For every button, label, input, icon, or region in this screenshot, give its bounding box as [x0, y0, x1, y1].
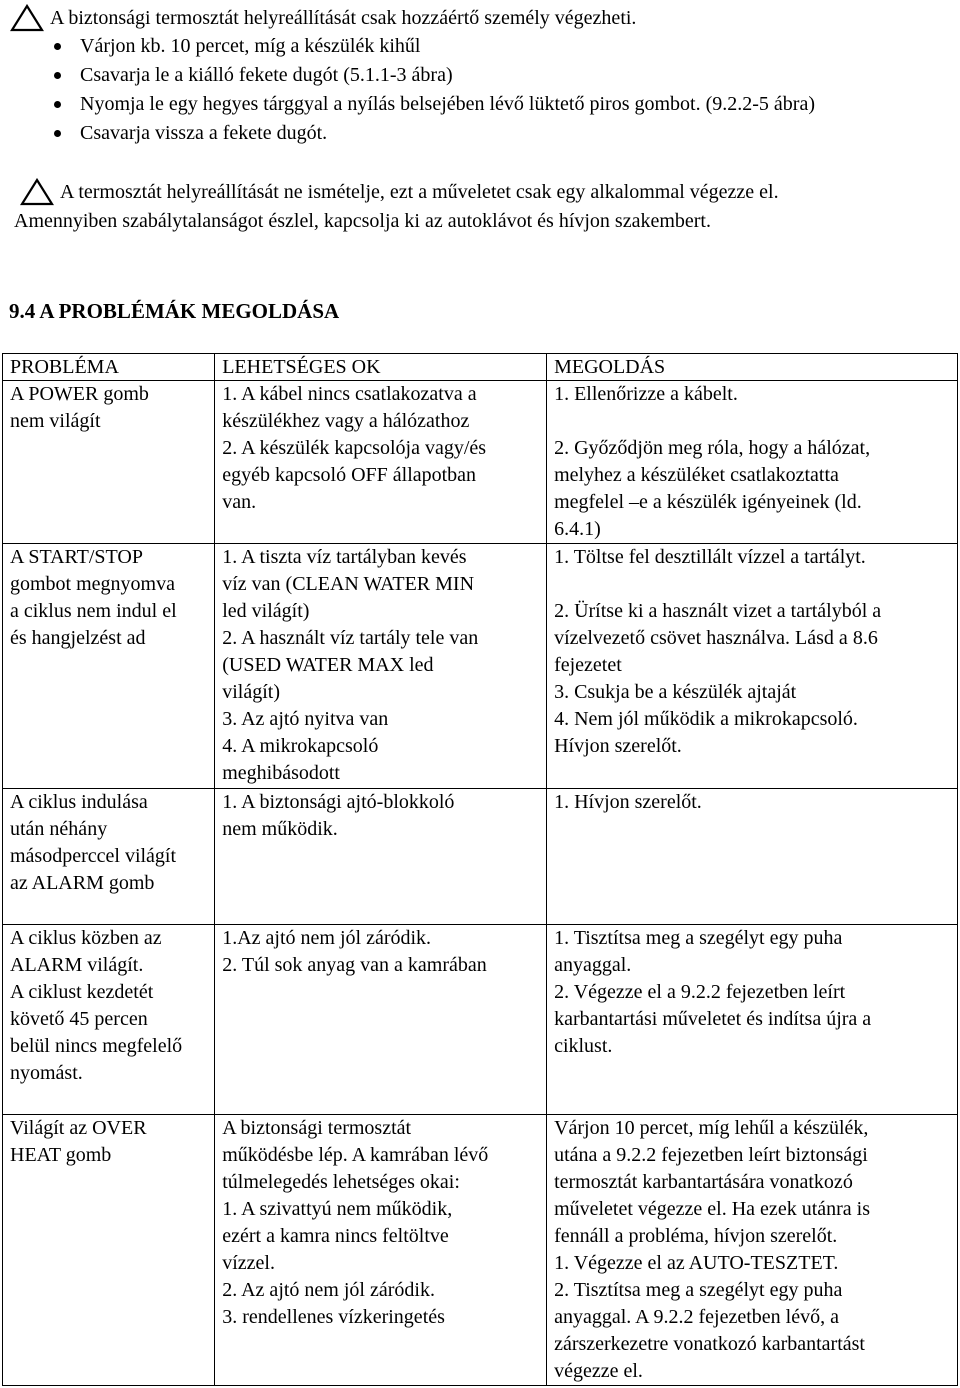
cell-text-line: A ciklust kezdetét	[10, 981, 154, 1003]
cell-text-line: HEAT gomb	[10, 1144, 112, 1166]
cell-text-line: 1. A szivattyú nem működik,	[222, 1198, 453, 1220]
cell-text-line: 2. Végezze el a 9.2.2 fejezetben leírt	[554, 981, 846, 1003]
cell-text-line: másodperccel világít	[10, 845, 177, 867]
cell-solution	[547, 1115, 958, 1386]
cell-text-line: termosztát karbantartására vonatkozó	[554, 1171, 853, 1193]
repeat-warning-block	[14, 178, 954, 235]
cell-text-line: egyéb kapcsoló OFF állapotban	[222, 464, 477, 486]
cell-text-line: 2. Győződjön meg róla, hogy a hálózat,	[554, 437, 871, 459]
cell-text-line: 1. Hívjon szerelőt.	[554, 791, 702, 813]
step-text: Nyomja le egy hegyes tárggyal a nyílás belsejében lévő lüktető piros gombot. (9.2.2-5 ábra)	[80, 93, 815, 115]
cell-text-line: a ciklus nem indul el	[10, 600, 177, 622]
cell-text-line: ciklust.	[554, 1035, 613, 1057]
cell-text-line: nem világít	[10, 410, 101, 432]
cell-text-line: 1. Töltse fel desztillált vízzel a tartályt.	[554, 546, 866, 568]
cell-text-line: anyaggal. A 9.2.2 fejezetben lévő, a	[554, 1306, 839, 1328]
cell-text-line: zárszerkezetre vonatkozó karbantartást	[554, 1333, 865, 1355]
cell-text-line: 1. Tisztítsa meg a szegélyt egy puha	[554, 927, 843, 949]
cell-text-line: működésbe lép. A kamrában lévő	[222, 1144, 489, 1166]
column-header-solution: MEGOLDÁS	[547, 354, 958, 381]
cell-text-line: nyomást.	[10, 1062, 83, 1084]
cell-text-line: túlmelegedés lehetséges okai:	[222, 1171, 460, 1193]
column-header-cause: LEHETSÉGES OK	[215, 354, 547, 381]
cell-problem	[3, 544, 215, 789]
cell-solution	[547, 544, 958, 789]
cell-text-line: A POWER gomb	[10, 383, 149, 405]
cell-text-line: melyhez a készüléket csatlakoztatta	[554, 464, 839, 486]
list-item	[10, 90, 950, 119]
table-row	[3, 381, 958, 544]
step-text: Várjon kb. 10 percet, míg a készülék kihűl	[80, 35, 421, 57]
cell-text-line: 1.Az ajtó nem jól záródik.	[222, 927, 432, 949]
table-body	[3, 381, 958, 1386]
cell-text-line: Hívjon szerelőt.	[554, 735, 682, 757]
cell-cause	[215, 381, 547, 544]
cell-text-line: az ALARM gomb	[10, 872, 155, 894]
cell-text-line: Várjon 10 percet, míg lehűl a készülék,	[554, 1117, 869, 1139]
cell-cause	[215, 789, 547, 925]
cell-text-line: Világít az OVER	[10, 1117, 147, 1139]
list-item	[10, 32, 950, 61]
cell-text-line: fejezetet	[554, 654, 622, 676]
cell-text-line: utána a 9.2.2 fejezetben leírt biztonsági	[554, 1144, 868, 1166]
cell-text-line: van.	[222, 491, 257, 513]
cell-solution	[547, 381, 958, 544]
cell-solution	[547, 925, 958, 1115]
cell-text-line: belül nincs megfelelő	[10, 1035, 183, 1057]
cell-text-line: műveletet végezze el. Ha ezek utánra is	[554, 1198, 870, 1220]
bullet-icon	[54, 43, 61, 50]
reset-steps-list	[10, 32, 950, 148]
cell-text-line: vízelvezető csövet használva. Lásd a 8.6	[554, 627, 878, 649]
cell-text-line: víz van (CLEAN WATER MIN	[222, 573, 475, 595]
cell-text-line: 1. Végezze el az AUTO-TESZTET.	[554, 1252, 839, 1274]
cell-text-line: A START/STOP	[10, 546, 143, 568]
warning-text-continued: Amennyiben szabálytalanságot észlel, kapcsolja ki az autoklávot és hívjon szakembert.	[14, 210, 711, 232]
table-row	[3, 544, 958, 789]
cell-text-line: 2. Tisztítsa meg a szegélyt egy puha	[554, 1279, 843, 1301]
cell-text-line	[554, 408, 951, 435]
cell-text-line: 1. A biztonsági ajtó-blokkoló	[222, 791, 455, 813]
cell-text-line: 1. A tiszta víz tartályban kevés	[222, 546, 467, 568]
cell-text-line: anyaggal.	[554, 954, 632, 976]
bullet-icon	[54, 101, 61, 108]
cell-text-line: 6.4.1)	[554, 518, 601, 540]
cell-text-line	[554, 571, 951, 598]
cell-text-line: követő 45 percen	[10, 1008, 148, 1030]
cell-text-line: készülékhez vagy a hálózathoz	[222, 410, 470, 432]
cell-text-line: 4. A mikrokapcsoló	[222, 735, 379, 757]
cell-problem	[3, 381, 215, 544]
cell-text-line: fennáll a probléma, hívjon szerelőt.	[554, 1225, 838, 1247]
table-row	[3, 789, 958, 925]
cell-text-line: ALARM világít.	[10, 954, 144, 976]
cell-text-line: 1. Ellenőrizze a kábelt.	[554, 383, 738, 405]
table-row	[3, 1115, 958, 1386]
warning-heading	[14, 178, 954, 206]
cell-text-line: 2. A használt víz tartály tele van	[222, 627, 479, 649]
cell-cause	[215, 544, 547, 789]
cell-text-line: ezért a kamra nincs feltöltve	[222, 1225, 449, 1247]
bullet-icon	[54, 72, 61, 79]
cell-text-line: 3. Csukja be a készülék ajtaját	[554, 681, 797, 703]
cell-problem	[3, 925, 215, 1115]
cell-text-line: led világít)	[222, 600, 310, 622]
bullet-icon	[54, 130, 61, 137]
warning-triangle-icon	[20, 178, 54, 206]
cell-text-line: vízzel.	[222, 1252, 275, 1274]
cell-cause	[215, 925, 547, 1115]
column-header-problem: PROBLÉMA	[3, 354, 215, 381]
cell-text-line: és hangjelzést ad	[10, 627, 146, 649]
cell-text-line: karbantartási műveletet és indítsa újra a	[554, 1008, 872, 1030]
cell-text-line: végezze el.	[554, 1360, 643, 1382]
cell-text-line: megfelel –e a készülék igényeinek (ld.	[554, 491, 862, 513]
list-item	[10, 119, 950, 148]
cell-text-line: meghibásodott	[222, 762, 340, 784]
section-title: 9.4 A PROBLÉMÁK MEGOLDÁSA	[9, 299, 340, 323]
warning-text: A biztonsági termosztát helyreállítását csak hozzáértő személy végezheti.	[50, 7, 637, 29]
warning-text: A termosztát helyreállítását ne ismételje, ezt a műveletet csak egy alkalommal végezze el.	[60, 181, 779, 203]
cell-text-line: gombot megnyomva	[10, 573, 175, 595]
cell-text-line: 2. A készülék kapcsolója vagy/és	[222, 437, 487, 459]
cell-text-line: 3. Az ajtó nyitva van	[222, 708, 389, 730]
cell-text-line: 2. Az ajtó nem jól záródik.	[222, 1279, 435, 1301]
cell-text-line: 2. Ürítse ki a használt vizet a tartályból a	[554, 600, 882, 622]
cell-cause	[215, 1115, 547, 1386]
cell-text-line: A ciklus indulása	[10, 791, 148, 813]
table-header-row	[3, 354, 958, 381]
safety-warning-block	[10, 4, 950, 148]
cell-text-line: nem működik.	[222, 818, 338, 840]
cell-text-line: 2. Túl sok anyag van a kamrában	[222, 954, 487, 976]
troubleshooting-table	[2, 353, 958, 1386]
step-text: Csavarja vissza a fekete dugót.	[80, 122, 328, 144]
cell-text-line: A ciklus közben az	[10, 927, 162, 949]
cell-solution	[547, 789, 958, 925]
cell-text-line: 4. Nem jól működik a mikrokapcsoló.	[554, 708, 858, 730]
cell-text-line: (USED WATER MAX led	[222, 654, 434, 676]
warning-triangle-icon	[10, 4, 44, 32]
cell-text-line: után néhány	[10, 818, 108, 840]
cell-text-line: 1. A kábel nincs csatlakozatva a	[222, 383, 477, 405]
list-item	[10, 61, 950, 90]
cell-problem	[3, 789, 215, 925]
warning-heading	[10, 4, 950, 32]
step-text: Csavarja le a kiálló fekete dugót (5.1.1-3 ábra)	[80, 64, 453, 86]
cell-text-line: A biztonsági termosztát	[222, 1117, 412, 1139]
cell-text-line: 3. rendellenes vízkeringetés	[222, 1306, 445, 1328]
cell-text-line: világít)	[222, 681, 280, 703]
cell-problem	[3, 1115, 215, 1386]
table-row	[3, 925, 958, 1115]
